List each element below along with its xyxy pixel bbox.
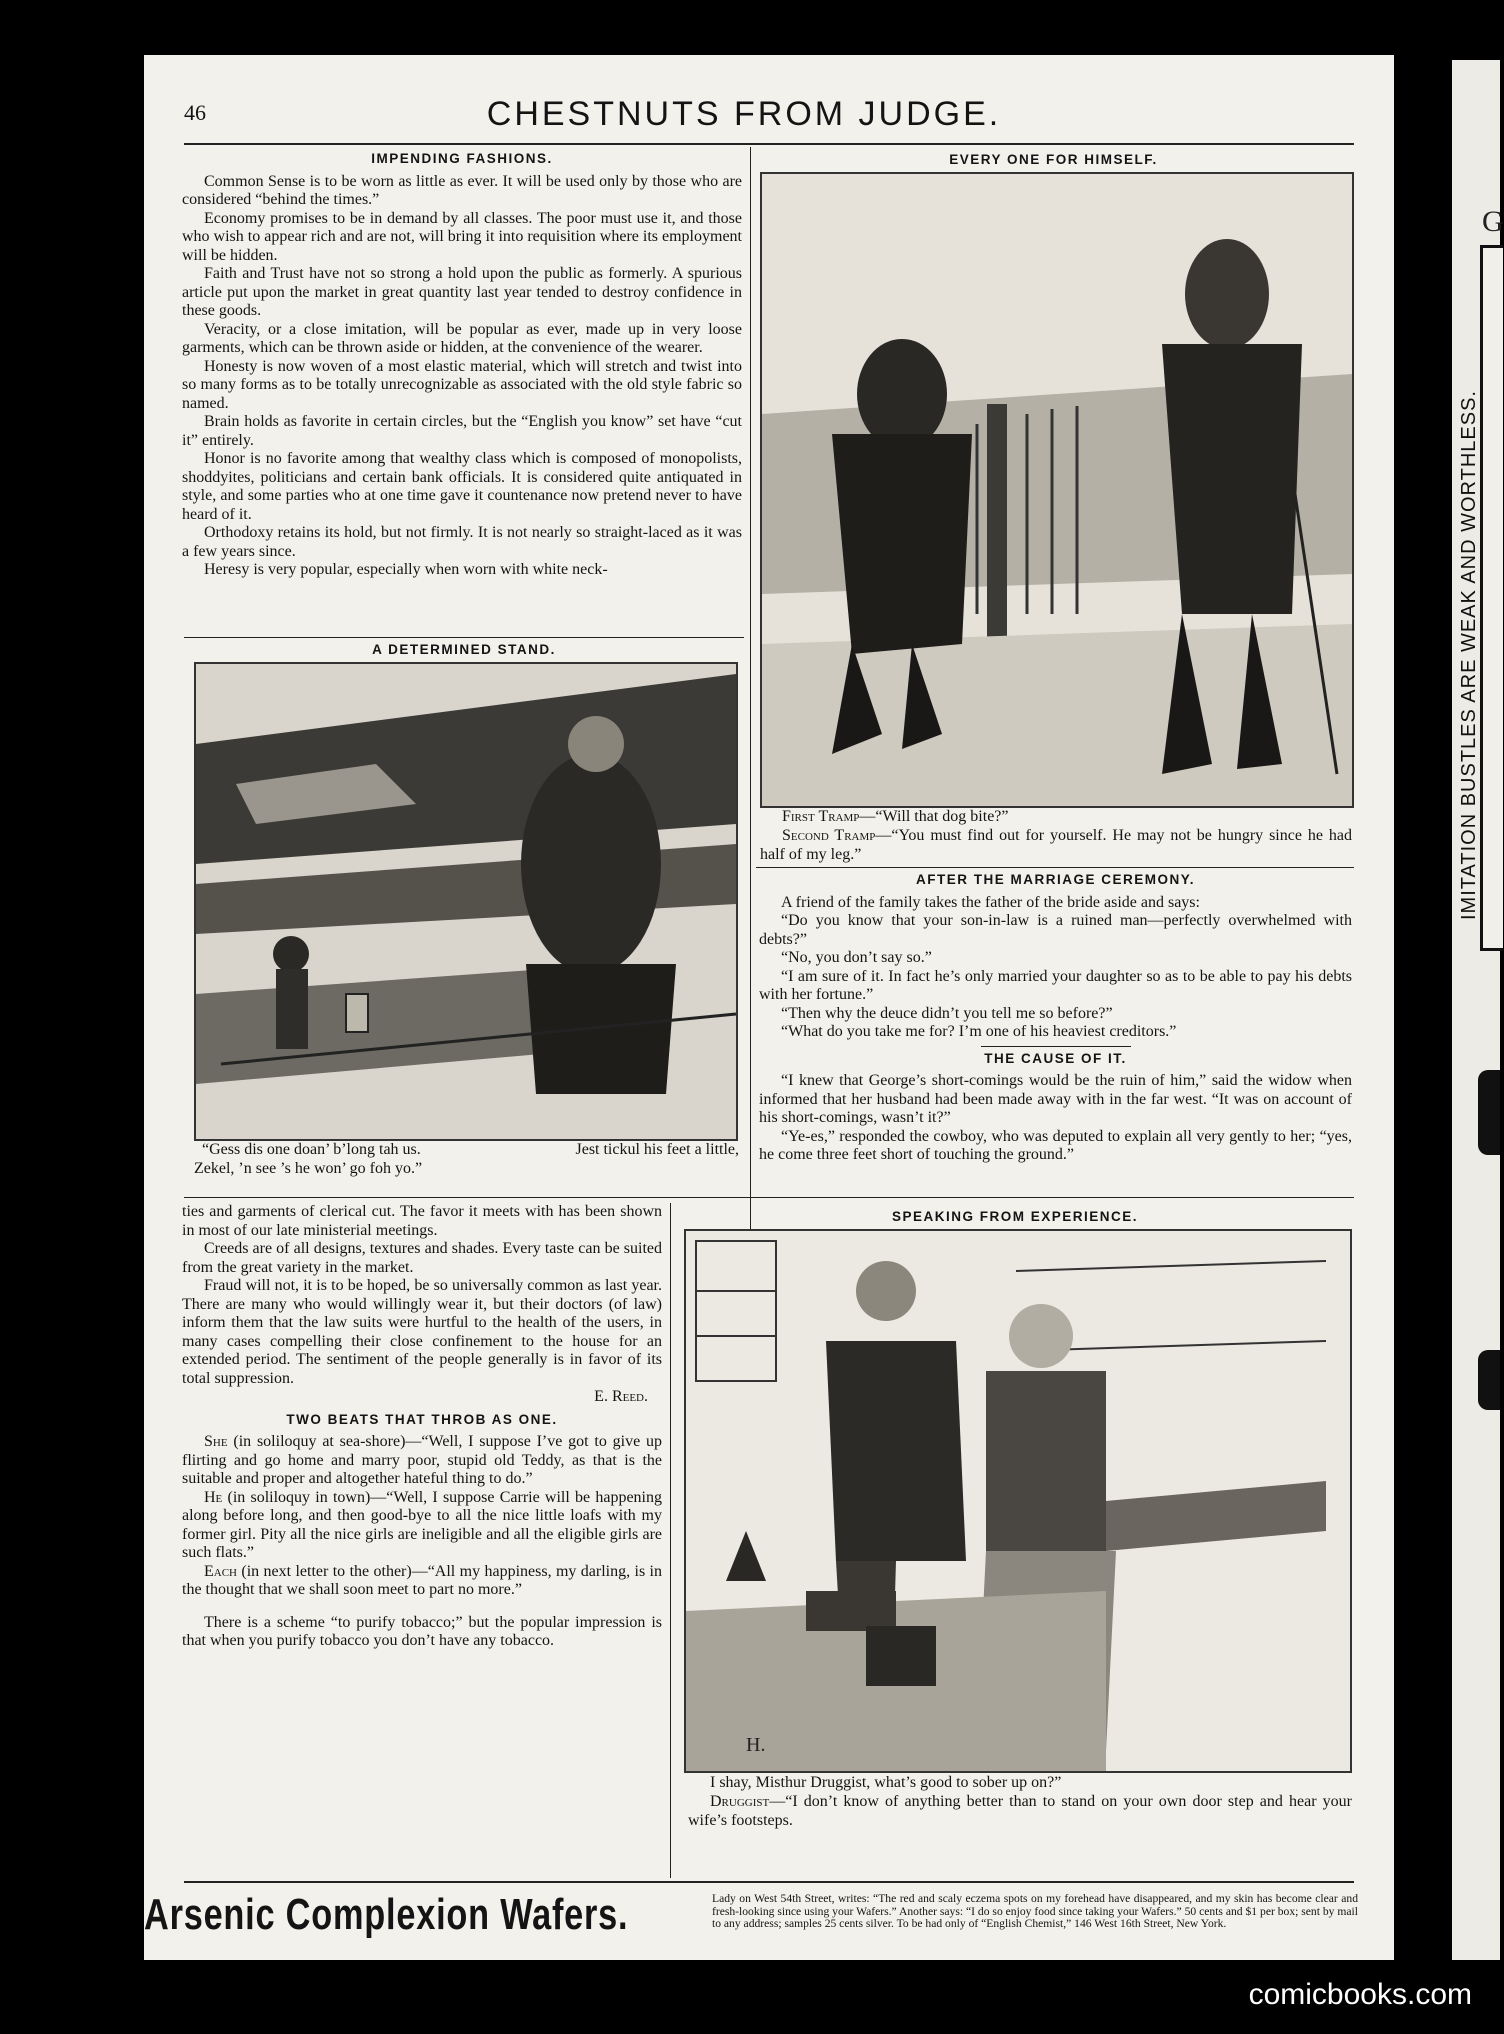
article-paragraph: Heresy is very popular, especially when worn with white neck- [204,561,608,578]
article-paragraph [182,1563,662,1600]
cartoon-drawing [686,1231,1350,1771]
scan-border-left [0,0,144,2034]
article-paragraph: “What do you take me for? I’m one of his heaviest creditors.” [781,1023,1177,1040]
impending-fashions-continued [182,1203,662,1651]
article-paragraph: ties and garments of clerical cut. The favor it meets with has been shown in most of our late ministerial meetings. [182,1203,662,1239]
caption-line [760,807,1352,826]
caption-text: —“You must find out for yourself. He may not be hungry since he had half of my leg.” [760,827,1352,863]
article-paragraph: “I am sure of it. In fact he’s only married your daughter so as to be able to pay his debts with her fortune.” [759,967,1352,1003]
speaker-label: He [204,1488,223,1506]
article-paragraph: Veracity, or a close imitation, will be popular as ever, made up in very loose garments, which can be thrown aside or hidden, at the convenience of the wearer. [182,320,742,356]
column-rule [670,1203,671,1878]
article-paragraph [182,1433,662,1489]
svg-text:H.: H. [746,1734,766,1756]
tobacco-paragraph: There is a scheme “to purify tobacco;” but the popular impression is that when you purify tobacco you don’t have any tobacco. [182,1613,662,1649]
caption-line [760,826,1352,864]
advertisement-text: Lady on West 54th Street, writes: “The red and scaly eczema spots on my forehead have disappeared, and my skin has become clear and fresh-looking since using your Wafers.” Another says: “I do so enjoy food since taking your Wafers.” 50 cents and $1 per box; sent by mail to any address; samples 25 cents silver. To be had only of “English Chemist,” 146 West 16th Street, New York. [712,1892,1358,1930]
advertisement-title: Arsenic Complexion Wafers. [144,1890,629,1939]
speaking-illustration [684,1229,1352,1773]
adjacent-page-dark-shape [1478,1350,1500,1410]
adjacent-page-ad-box [1480,245,1503,951]
watermark: comicbooks.com [1248,1978,1472,2011]
speaker-label: Second Tramp [782,827,876,844]
page-title: CHESTNUTS FROM JUDGE. [486,95,1002,133]
cartoon-heading: SPEAKING FROM EXPERIENCE. [891,1209,1139,1224]
column-rule [750,147,751,1292]
speaker-label: First Tramp [782,808,860,825]
article-heading: AFTER THE MARRIAGE CEREMONY. [915,872,1195,887]
cartoon-heading: EVERY ONE FOR HIMSELF. [949,152,1158,167]
article-heading: THE CAUSE OF IT. [984,1050,1127,1066]
speaking-caption [688,1773,1352,1830]
paragraph-text: (in soliloquy in town)—“Well, I suppose Carrie will be happening along before long, and then good-bye to all the nice little loafs with my former girl. Pity all the nice girls are ineligible and all the eligible girls are such flats.” [182,1488,662,1561]
caption-line: I shay, Misthur Druggist, what’s good to sober up on?” [710,1774,1062,1791]
article-paragraph: “I knew that George’s short-comings would be the ruin of him,” said the widow when informed that her husband had been made away with in the far west. “It was on account of his short-comings, wasn’t it?” [759,1072,1352,1126]
article-paragraph: Faith and Trust have not so strong a hold upon the public as formerly. A spurious article put upon the market in great quantity last year tended to destroy confidence in these goods. [182,265,742,319]
article-paragraph: Common Sense is to be worn as little as ever. It will be used only by those who are considered “behind the times.” [182,172,742,208]
article-paragraph: Honor is no favorite among that wealthy class which is composed of monopolists, shoddyites, politicians and certain bank officials. It is considered quite antiquated in style, and some parties who at one time gave it countenance now pretend never to have heard of it. [182,450,742,523]
speaker-label: Druggist [710,1793,770,1810]
magazine-page [144,55,1394,1960]
caption-text: Jest tickul his feet a little, [575,1141,739,1158]
article-paragraph: “Do you know that your son-in-law is a ruined man—perfectly overwhelmed with debts?” [759,912,1352,948]
adjacent-page-vertical-text: IMITATION BUSTLES ARE WEAK AND WORTHLESS. [1458,390,1480,920]
article-paragraph: Fraud will not, it is to be hoped, be so universally common as last year. There are many who would willingly wear it, but their doctors (of law) inform them that the law suits were hurtful to the health of the users, in many cases compelling their close confinement to the house for an extended period. The sentiment of the people generally is in favor of its total suppression. [182,1277,662,1387]
adjacent-page-dark-shape [1478,1070,1500,1155]
article-paragraph: “No, you don’t say so.” [781,949,932,966]
section-rule [184,1881,1354,1883]
cartoon-heading: A DETERMINED STAND. [372,642,556,657]
article-paragraph: “Ye-es,” responded the cowboy, who was deputed to explain all very gently to her; “yes, he come three feet short of touching the ground.” [759,1127,1352,1163]
paragraph-text: (in next letter to the other)—“All my happiness, my darling, is in the thought that we shall soon meet to part no more.” [182,1562,663,1598]
every-one-caption [760,807,1352,864]
section-rule [184,1197,1354,1198]
cartoon-drawing [196,664,736,1139]
caption-line [688,1792,1352,1830]
article-paragraph: Brain holds as favorite in certain circles, but the “English you know” set have “cut it” entirely. [182,413,742,449]
advertisement [144,1890,1394,1950]
caption-line [194,1140,739,1159]
article-paragraph: Orthodoxy retains its hold, but not firmly. It is not nearly so straight-laced as it was a few years since. [182,524,742,560]
caption-text: —“I don’t know of anything better than to stand on your own door step and hear your wife’s footsteps. [688,1793,1352,1829]
adjacent-page-fragment [1452,60,1504,1960]
article-paragraph: A friend of the family takes the father of the bride aside and says: [781,893,1200,911]
caption-text: “Gess dis one doan’ b’long tah us. [202,1141,421,1158]
article-heading: TWO BEATS THAT THROB AS ONE. [286,1411,558,1427]
caption-line: Zekel, ’n see ’s he won’ go foh yo.” [194,1160,423,1177]
caption-text: —“Will that dog bite?” [859,808,1009,825]
adjacent-page-letter: G [1482,205,1504,238]
article-paragraph: Honesty is now woven of a most elastic material, which will stretch and twist into so many forms as to be totally unrecognizable as associated with the old style fabric so named. [182,357,742,412]
short-rule [981,1046,1131,1047]
article-paragraph [182,1489,662,1563]
paragraph-text: (in soliloquy at sea-shore)—“Well, I suppose I’ve got to give up flirting and go home and marry poor, stupid old Teddy, as that is the suitable and proper and altogether hateful thing to do.” [182,1433,663,1487]
determined-stand-illustration [194,662,738,1141]
article-heading: IMPENDING FASHIONS. [371,151,553,166]
scan-border-bottom [0,1960,1500,2034]
determined-stand-caption [194,1140,739,1178]
article-paragraph: Economy promises to be in demand by all classes. The poor must use it, and those who wish to appear rich and are not, will bring it into requisition where its employment will be hidden. [182,209,742,264]
author-signature: E. Reed. [594,1388,648,1405]
cartoon-drawing [762,174,1352,806]
page-number: 46 [184,100,206,125]
header-rule [184,143,1354,145]
marriage-article [759,869,1352,1165]
speaker-label: She [204,1433,228,1450]
article-paragraph: Creeds are of all designs, textures and shades. Every taste can be suited from the great variety in the market. [182,1240,662,1276]
speaker-label: Each [204,1562,237,1580]
section-rule [184,637,744,638]
article-paragraph: “Then why the deuce didn’t you tell me so before?” [781,1004,1113,1022]
impending-fashions-article [182,148,742,580]
every-one-illustration [760,172,1354,808]
section-rule [756,867,1354,868]
